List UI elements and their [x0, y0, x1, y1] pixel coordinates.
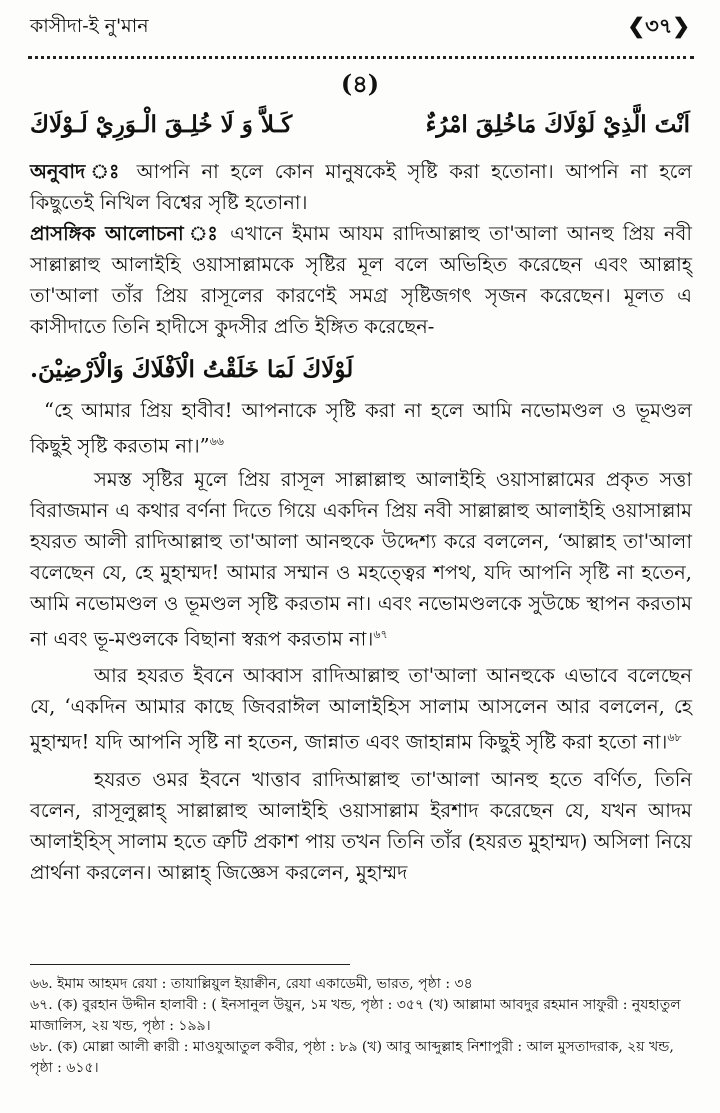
verse-arabic-first-half: اَنْتَ الَّذِيْ لَوْلَاكَ مَاخُلِقَ امْرُءٌ [425, 110, 690, 138]
verse-arabic-second-half: كَـلاَّ وَ لَا خُلِـقَ الْـوَرِيْ لَـوْلَاكَ [30, 110, 293, 138]
running-title: কাসীদা-ই নু'মান [30, 15, 149, 37]
footnote-ref: ৬৬ [209, 435, 224, 448]
footnote: ৬৮. (ক) মোল্লা আলী ক্বারী : মাওযুআতুল কবীর, পৃষ্ঠা : ৮৯ (খ) আবু আব্দুল্লাহ নিশাপুরী : আল মুসতাদরাক, ২য় খন্ড, পৃষ্ঠা : ৬১৫। [30, 1039, 674, 1076]
footnote: ৬৬. ইমাম আহমদ রেযা : তাযাল্লিয়ুল ইয়াক্বীন, রেযা একাডেমী, ভারত, পৃষ্ঠা : ৩৪ [30, 976, 473, 992]
translation-label: অনুবাদ ঃ [30, 160, 125, 183]
page-header [30, 6, 690, 40]
verse-arabic [30, 104, 690, 144]
page-number: ❮৩৭❯ [627, 13, 690, 38]
discussion-label: প্রাসঙ্গিক আলোচনা ঃ [30, 222, 221, 245]
verse-number: (৪) [340, 69, 380, 98]
translation-paragraph [30, 156, 692, 218]
discussion-paragraph [30, 218, 692, 342]
body-paragraph [30, 764, 692, 888]
hadith-arabic: لَوْلَاكَ لَمَا خَلَقْتُ الْاَفْلَاكَ وَالْاَرْضِيْنَ. [30, 356, 354, 383]
footnotes [30, 974, 690, 1079]
paragraph-text: হযরত ওমর ইবনে খাত্তাব রাদিআল্লাহু তা'আলা আনহু হতে বর্ণিত, তিনি বলেন, রাসূলুল্লাহ্ সাল্লাল্লাহু আলাইহি ওয়াসাল্লাম ইরশাদ করেছেন যে, যখন আদম আলাইহিস্ সালাম হতে ত্রুটি প্রকাশ পায় তখন তিনি তাঁর (হযরত মুহাম্মদ) অসিলা নিয়ে প্রার্থনা করলেন। আল্লাহ্ জিজ্ঞেস করলেন, মুহাম্মদ [30, 767, 692, 884]
paragraph-text: সমস্ত সৃষ্টির মূলে প্রিয় রাসূল সাল্লাল্লাহু আলাইহি ওয়াসাল্লামের প্রকৃত সত্তা বিরাজমান এ কথার বর্ণনা দিতে গিয়ে একদিন প্রিয় নবী সাল্লাল্লাহু আলাইহি ওয়াসাল্লাম হযরত আলী রাদিআল্লাহু তা'আলা আনহুকে উদ্দেশ্য করে বললেন, ‘আল্লাহ তা'আলা বলেছেন যে, হে মুহাম্মদ! আমার সম্মান ও মহত্ত্বের শপথ, যদি আপনি সৃষ্টি না হতেন, আমি নভোমণ্ডল ও ভূমণ্ডল সৃষ্টি করতাম না। এবং নভোমণ্ডলকে সুউচ্চে স্থাপন করতাম না এবং ভূ-মণ্ডলকে বিছানা স্বরূপ করতাম না। [30, 467, 692, 650]
footnote-ref: ৬৭ [373, 627, 388, 641]
hadith-translation [30, 395, 692, 462]
paragraph-text: আর হযরত ইবনে আব্বাস রাদিআল্লাহু তা'আলা আনহুকে এভাবে বলেছেন যে, ‘একদিন আমার কাছে জিবরাঈল আলাইহিস সালাম আসলেন আর বললেন, হে মুহাম্মদ! যদি আপনি সৃষ্টি না হতেন, জান্নাত এবং জাহান্নাম কিছুই সৃষ্টি করা হতো না। [30, 664, 692, 754]
translation-text: আপনি না হলে কোন মানুষকেই সৃষ্টি করা হতোনা। আপনি না হলে কিছুতেই নিখিল বিশ্বের সৃষ্টি হতোনা। [30, 160, 693, 214]
header-dotted-rule [28, 56, 694, 59]
hadith-translation-text: “হে আমার প্রিয় হাবীব! আপনাকে সৃষ্টি করা না হলে আমি নভোমণ্ডল ও ভূমণ্ডল কিছুই সৃষ্টি করতাম না।” [30, 399, 692, 458]
main-content [30, 156, 692, 888]
body-paragraph [30, 660, 692, 758]
body-paragraph [30, 464, 692, 655]
footnote-ref: ৬৮ [667, 731, 682, 744]
discussion-text: এখানে ইমাম আযম রাদিআল্লাহু তা'আলা আনহু প্রিয় নবী সাল্লাল্লাহু আলাইহি ওয়াসাল্লামকে সৃষ্টির মূল বলে অভিহিত করেছেন এবং আল্লাহ্ তা'আলা তাঁর প্রিয় রাসূলের কারণেই সমগ্র সৃষ্টিজগৎ সৃজন করেছেন। মূলত এ কাসীদাতে তিনি হাদীসে কুদসীর প্রতি ইঙ্গিত করেছেন- [30, 222, 692, 338]
footnote: ৬৭. (ক) বুরহান উদ্দীন হালাবী : ( ইনসানুল উয়ুন, ১ম খন্ড, পৃষ্ঠা : ৩৫৭ (খ) আল্লামা আবদুর রহমান সাফুরী : নুযহাতুল মাজালিস, ২য় খন্ড, পৃষ্ঠা : ১৯৯। [30, 997, 681, 1034]
footnote-rule [30, 964, 350, 965]
